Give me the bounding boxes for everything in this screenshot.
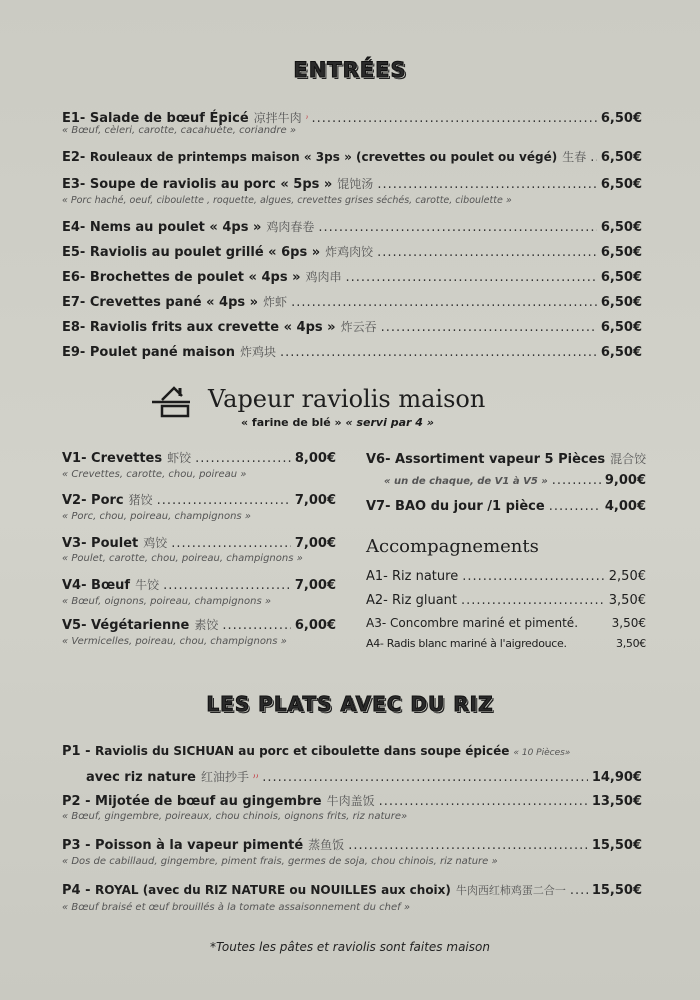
item-name: A4- Radis blanc mariné à l'aigredouce. bbox=[366, 637, 567, 650]
item-price: 7,00€ bbox=[294, 578, 336, 593]
item-chinese-name: 鸡肉串 bbox=[305, 270, 342, 284]
item-price: 3,50€ bbox=[616, 637, 646, 650]
item-name: E8- Raviolis frits aux crevette « 4ps » bbox=[62, 320, 336, 335]
chili-pepper-icon bbox=[306, 108, 308, 126]
item-price: 15,50€ bbox=[591, 838, 642, 853]
menu-item-v5 bbox=[62, 616, 336, 633]
item-name: V2- Porc bbox=[62, 493, 124, 508]
dot-leader bbox=[348, 838, 588, 853]
item-chinese-name: 生春 bbox=[562, 150, 587, 164]
dot-leader bbox=[280, 345, 597, 360]
item-price: 6,00€ bbox=[294, 618, 336, 633]
chili-pepper-icon bbox=[253, 767, 255, 785]
dot-leader bbox=[381, 320, 597, 335]
item-chinese-name: 凉拌牛肉 bbox=[253, 111, 302, 125]
item-price: 6,50€ bbox=[600, 270, 642, 285]
dot-leader bbox=[222, 618, 291, 633]
menu-item-a3 bbox=[366, 616, 646, 630]
item-price: 6,50€ bbox=[600, 295, 642, 310]
item-name: V1- Crevettes bbox=[62, 451, 163, 466]
item-name: E4- Nems au poulet « 4ps » bbox=[62, 220, 262, 235]
item-price: 3,50€ bbox=[608, 593, 646, 608]
item-price: 6,50€ bbox=[600, 245, 642, 260]
menu-item-a1 bbox=[366, 569, 646, 584]
item-price: 7,00€ bbox=[294, 493, 336, 508]
entrees-title: ENTRÉES bbox=[293, 58, 407, 82]
item-name: P4 - ROYAL (avec du RIZ NATURE ou NOUILLES aux choix) bbox=[62, 883, 451, 898]
menu-item-e5 bbox=[62, 243, 642, 260]
item-name: P3 - Poisson à la vapeur pimenté bbox=[62, 838, 304, 853]
item-chinese-name: 红油抄手 bbox=[200, 770, 249, 784]
item-price: 2,50€ bbox=[608, 569, 646, 584]
dot-leader bbox=[163, 578, 291, 593]
item-price: 4,00€ bbox=[604, 499, 646, 514]
menu-item-e7 bbox=[62, 293, 642, 310]
item-description: « Vermicelles, poireau, chou, champignons » bbox=[62, 636, 287, 647]
menu-item-v2 bbox=[62, 491, 336, 508]
dot-leader bbox=[195, 451, 291, 466]
menu-item-e2 bbox=[62, 148, 642, 165]
chili-pepper-icon bbox=[256, 767, 258, 785]
dot-leader bbox=[262, 770, 588, 785]
item-chinese-name: 馄饨汤 bbox=[337, 177, 374, 191]
dot-leader bbox=[570, 883, 588, 898]
item-description: « Poulet, carotte, chou, poireau, champignons » bbox=[62, 553, 303, 564]
footer-note: *Toutes les pâtes et raviolis sont faites maison bbox=[210, 940, 490, 954]
item-description: « Bœuf, oignons, poireau, champignons » bbox=[62, 596, 271, 607]
dot-leader bbox=[312, 111, 597, 126]
item-chinese-name: 鸡饺 bbox=[143, 536, 168, 550]
item-price: 6,50€ bbox=[600, 150, 642, 165]
item-price: 9,00€ bbox=[604, 473, 646, 488]
menu-item-a4 bbox=[366, 637, 646, 650]
item-name: A1- Riz nature bbox=[366, 569, 459, 584]
item-name: V3- Poulet bbox=[62, 536, 139, 551]
menu-item-p1-line2 bbox=[86, 763, 642, 785]
item-price: 6,50€ bbox=[600, 111, 642, 126]
item-description: « Dos de cabillaud, gingembre, piment frais, germes de soja, chou chinois, riz nature » bbox=[62, 856, 498, 867]
item-name: V6- Assortiment vapeur 5 Pièces bbox=[366, 452, 606, 467]
item-name: E7- Crevettes pané « 4ps » bbox=[62, 295, 259, 310]
item-name: E5- Raviolis au poulet grillé « 6ps » bbox=[62, 245, 321, 260]
item-description: « Porc haché, oeuf, ciboulette , roquette, algues, crevettes grises séchés, carotte, ciboulette » bbox=[62, 195, 512, 206]
item-chinese-name: 虾饺 bbox=[167, 451, 192, 465]
item-price: 13,50€ bbox=[591, 794, 642, 809]
item-chinese-name: 猪饺 bbox=[128, 493, 153, 507]
item-price: 6,50€ bbox=[600, 345, 642, 360]
item-name: V5- Végétarienne bbox=[62, 618, 190, 633]
dot-leader bbox=[157, 493, 291, 508]
menu-item-e8 bbox=[62, 318, 642, 335]
item-chinese-name: 蒸鱼饭 bbox=[308, 838, 345, 852]
item-chinese-name: 炸鸡肉饺 bbox=[325, 245, 374, 259]
item-chinese-name: 鸡肉春卷 bbox=[266, 220, 315, 234]
dot-leader bbox=[462, 569, 605, 584]
item-price: 3,50€ bbox=[611, 616, 646, 630]
item-name: V7- BAO du jour /1 pièce bbox=[366, 499, 545, 514]
item-name: P1 - Raviolis du SICHUAN au porc et ciboulette dans soupe épicée bbox=[62, 744, 510, 759]
dot-leader bbox=[377, 245, 597, 260]
item-description: « Bœuf, cèleri, carotte, cacahuète, coriandre » bbox=[62, 125, 297, 136]
dot-leader bbox=[318, 220, 596, 235]
menu-item-a2 bbox=[366, 593, 646, 608]
item-description: « Bœuf, gingembre, poireaux, chou chinois, oignons frits, riz nature» bbox=[62, 811, 408, 822]
menu-item-p4 bbox=[62, 882, 642, 898]
item-price: 14,90€ bbox=[591, 770, 642, 785]
item-chinese-name: 混合饺 bbox=[610, 452, 647, 466]
item-price: 6,50€ bbox=[600, 220, 642, 235]
item-price: 15,50€ bbox=[591, 883, 642, 898]
item-name: P2 - Mijotée de bœuf au gingembre bbox=[62, 794, 322, 809]
menu-item-e6 bbox=[62, 268, 642, 285]
menu-item-p2 bbox=[62, 792, 642, 809]
dot-leader bbox=[291, 295, 597, 310]
menu-item-e9 bbox=[62, 343, 642, 360]
item-price: 7,00€ bbox=[294, 536, 336, 551]
item-chinese-name: 牛饺 bbox=[135, 578, 160, 592]
dot-leader bbox=[379, 794, 588, 809]
accompagnements-title: Accompagnements bbox=[366, 536, 539, 557]
item-price: 6,50€ bbox=[600, 320, 642, 335]
item-name: A2- Riz gluant bbox=[366, 593, 458, 608]
menu-item-v6 bbox=[366, 450, 646, 467]
menu-item-p3 bbox=[62, 836, 642, 853]
item-price: 6,50€ bbox=[600, 177, 642, 192]
item-chinese-name: 素饺 bbox=[194, 618, 219, 632]
menu-item-e4 bbox=[62, 218, 642, 235]
menu-item-p1 bbox=[62, 744, 642, 759]
dot-leader bbox=[549, 499, 601, 514]
vapeur-subtitle: « farine de blé » « servi par 4 » bbox=[241, 416, 434, 429]
house-icon bbox=[150, 384, 192, 418]
item-name: E1- Salade de bœuf Épicé bbox=[62, 111, 249, 126]
plats-title: LES PLATS AVEC DU RIZ bbox=[206, 692, 494, 716]
item-name: E3- Soupe de raviolis au porc « 5ps » bbox=[62, 177, 333, 192]
dot-leader bbox=[346, 270, 597, 285]
item-chinese-name: 炸鸡块 bbox=[239, 345, 276, 359]
item-description: « Bœuf braisé et œuf brouillés à la tomate assaisonnement du chef » bbox=[62, 902, 411, 913]
item-chinese-name: 炸虾 bbox=[263, 295, 288, 309]
menu-item-e1 bbox=[62, 104, 642, 126]
menu-item-v7 bbox=[366, 499, 646, 514]
menu-item-v1 bbox=[62, 449, 336, 466]
item-chinese-name: 牛肉西红柿鸡蛋二合一 bbox=[455, 884, 566, 897]
dot-leader bbox=[377, 177, 597, 192]
item-chinese-name: 炸云吞 bbox=[340, 320, 377, 334]
item-name: avec riz nature bbox=[86, 770, 196, 785]
menu-item-e3 bbox=[62, 175, 642, 192]
item-description: « Porc, chou, poireau, champignons » bbox=[62, 511, 251, 522]
item-description: « Crevettes, carotte, chou, poireau » bbox=[62, 469, 247, 480]
dot-leader bbox=[171, 536, 291, 551]
item-name: E9- Poulet pané maison bbox=[62, 345, 235, 360]
dot-leader bbox=[552, 473, 601, 488]
menu-item-v3 bbox=[62, 534, 336, 551]
item-note: « 10 Pièces» bbox=[513, 748, 571, 758]
item-description: « un de chaque, de V1 à V5 » bbox=[384, 476, 548, 487]
menu-item-v4 bbox=[62, 576, 336, 593]
vapeur-title: Vapeur raviolis maison bbox=[208, 385, 486, 413]
dot-leader bbox=[590, 150, 597, 165]
item-name: E6- Brochettes de poulet « 4ps » bbox=[62, 270, 301, 285]
item-chinese-name: 牛肉盖饭 bbox=[326, 794, 375, 808]
item-price: 8,00€ bbox=[294, 451, 336, 466]
item-name: E2- Rouleaux de printemps maison « 3ps » (crevettes ou poulet ou végé) bbox=[62, 150, 558, 165]
menu-item-v6-price-line bbox=[384, 473, 646, 488]
item-name: A3- Concombre mariné et pimenté. bbox=[366, 616, 579, 630]
dot-leader bbox=[461, 593, 605, 608]
item-name: V4- Bœuf bbox=[62, 578, 131, 593]
